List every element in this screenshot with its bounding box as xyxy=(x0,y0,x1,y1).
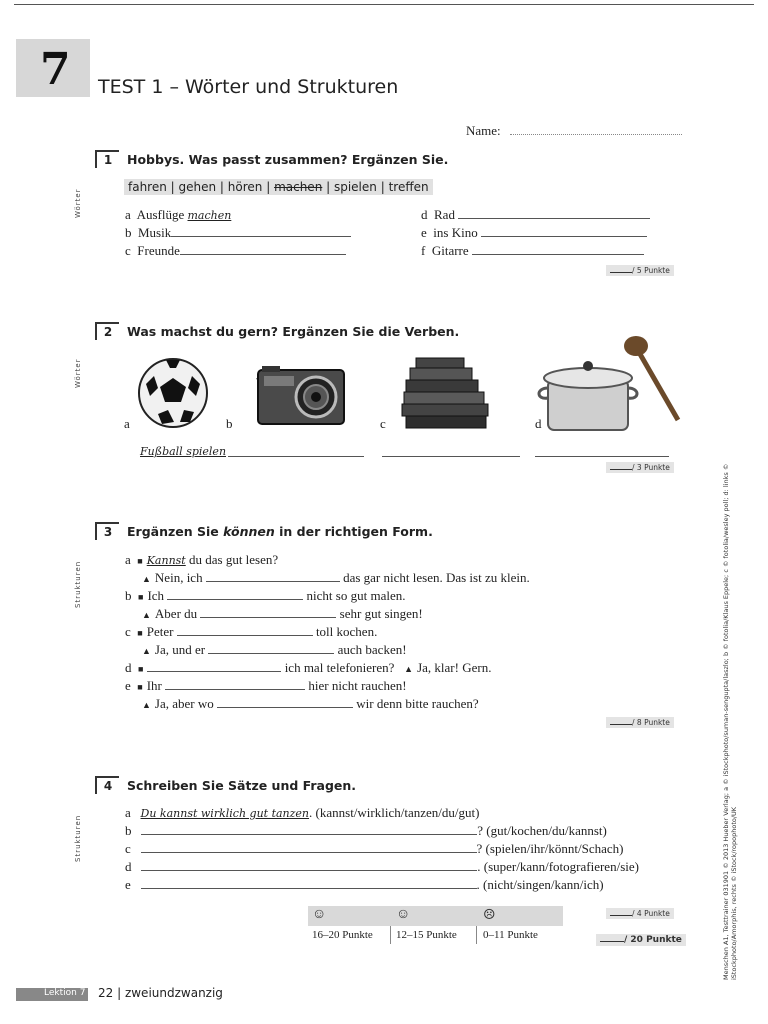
line-text: nicht so gut malen. xyxy=(306,588,406,603)
square-bullet-icon: ■ xyxy=(138,592,144,602)
answer-blank[interactable] xyxy=(472,244,644,255)
word-machen-used: machen xyxy=(274,180,323,194)
s4-item-d xyxy=(125,859,639,875)
smiley-happy-icon: ☺ xyxy=(312,907,327,922)
answer-blank-c[interactable] xyxy=(382,446,520,457)
answer-blank[interactable] xyxy=(206,571,340,582)
footer-lesson: Lektion 7 xyxy=(44,988,86,998)
s3-line-b1 xyxy=(125,588,405,604)
page-title: TEST 1 – Wörter und Strukturen xyxy=(98,76,399,98)
side-label-woerter-2: Wörter xyxy=(74,358,82,388)
points-label: / 8 Punkte xyxy=(632,718,670,727)
s3-line-c1 xyxy=(125,624,377,640)
section-4-number: 4 xyxy=(95,776,119,794)
side-label-strukturen-1: Strukturen xyxy=(74,560,82,608)
s3-line-e1 xyxy=(125,678,407,694)
word-separator: | xyxy=(376,180,389,194)
section-1-title: Hobbys. Was passt zusammen? Ergänzen Sie. xyxy=(127,152,449,167)
s3-line-d xyxy=(125,660,491,676)
title-part: Ergänzen Sie xyxy=(127,524,224,539)
item-hint: ? (gut/kochen/du/kannst) xyxy=(477,823,607,838)
football-image xyxy=(136,356,210,430)
score-range-good: 16–20 Punkte xyxy=(312,929,373,941)
answer-blank[interactable] xyxy=(141,878,477,889)
answer-blank[interactable] xyxy=(171,226,351,237)
score-range-medium: 12–15 Punkte xyxy=(396,929,457,941)
item-letter: e xyxy=(125,877,131,892)
word-separator: | xyxy=(322,180,334,194)
line-text: Ja, klar! Gern. xyxy=(417,660,492,675)
answer-blank[interactable] xyxy=(481,226,647,237)
name-field[interactable] xyxy=(510,134,682,135)
smiley-sad-icon: ☹ xyxy=(483,908,496,923)
section-2-number: 2 xyxy=(95,322,119,340)
answer-blank[interactable] xyxy=(200,607,336,618)
side-label-woerter-1: Wörter xyxy=(74,188,82,218)
item-text: Ausflüge xyxy=(136,207,185,222)
item-letter: b xyxy=(125,588,132,603)
line-text: das gar nicht lesen. Das ist zu klein. xyxy=(343,570,530,585)
triangle-bullet-icon: ▲ xyxy=(142,700,151,710)
example-answer: Du kannst wirklich gut tanzen xyxy=(140,807,310,820)
section-1-number: 1 xyxy=(95,150,119,168)
section-2-points xyxy=(606,462,674,473)
item-letter: c xyxy=(125,624,131,639)
camera-image xyxy=(256,364,346,426)
name-label: Name: xyxy=(466,123,501,138)
image-label-b: b xyxy=(226,416,233,431)
s3-line-c2 xyxy=(142,642,407,658)
answer-blank[interactable] xyxy=(180,244,346,255)
item-letter: d xyxy=(125,660,132,675)
example-answer-a: Fußball spielen xyxy=(140,445,227,458)
answer-blank[interactable] xyxy=(165,679,305,690)
points-label: / 3 Punkte xyxy=(632,463,670,472)
item-text: Musik xyxy=(138,225,172,240)
item-text: ins Kino xyxy=(433,225,478,240)
line-text: wir denn bitte rauchen? xyxy=(356,696,479,711)
item-letter: e xyxy=(421,225,427,240)
item-letter: a xyxy=(125,805,131,820)
line-text: Nein, ich xyxy=(154,570,203,585)
s3-line-e2 xyxy=(142,696,479,712)
s4-item-e xyxy=(125,877,604,893)
item-letter: f xyxy=(421,243,426,258)
line-text: ich mal telefonieren? xyxy=(284,660,395,675)
item-letter: d xyxy=(421,207,428,222)
s1-item-b xyxy=(125,225,351,241)
item-letter: e xyxy=(125,678,131,693)
answer-blank-b[interactable] xyxy=(228,446,364,457)
item-text: Rad xyxy=(434,207,455,222)
section-4-title: Schreiben Sie Sätze und Fragen. xyxy=(127,778,357,793)
item-hint: . (super/kann/fotografieren/sie) xyxy=(477,859,639,874)
s3-line-b2 xyxy=(142,606,423,622)
item-hint: . (nicht/singen/kann/ich) xyxy=(476,877,604,892)
s3-line-a2 xyxy=(142,570,530,586)
item-letter: b xyxy=(125,823,132,838)
s3-line-a1 xyxy=(125,552,278,568)
triangle-bullet-icon: ▲ xyxy=(142,610,151,620)
answer-blank[interactable] xyxy=(141,824,477,835)
title-part: in der richtigen Form. xyxy=(274,524,433,539)
s1-item-c xyxy=(125,243,346,259)
score-range-low: 0–11 Punkte xyxy=(483,929,538,941)
word-gehen: gehen xyxy=(178,180,217,194)
section-2-title: Was machst du gern? Ergänzen Sie die Verben. xyxy=(127,324,460,339)
item-letter: d xyxy=(125,859,132,874)
section-1-points xyxy=(606,265,674,276)
section-3-number: 3 xyxy=(95,522,119,540)
answer-blank[interactable] xyxy=(177,625,313,636)
s4-item-a xyxy=(125,805,479,821)
square-bullet-icon: ■ xyxy=(137,628,143,638)
answer-blank[interactable] xyxy=(147,661,281,672)
answer-blank[interactable] xyxy=(458,208,650,219)
word-separator: | xyxy=(166,180,179,194)
answer-blank[interactable] xyxy=(208,643,334,654)
line-text: Ja, und er xyxy=(154,642,206,657)
word-box xyxy=(124,179,433,195)
pot-and-spoon-image xyxy=(536,332,686,438)
word-treffen: treffen xyxy=(388,180,429,194)
s1-item-e xyxy=(421,225,647,241)
triangle-bullet-icon: ▲ xyxy=(142,646,151,656)
item-letter: a xyxy=(125,552,131,567)
score-table-header xyxy=(308,906,563,926)
line-text: du das gut lesen? xyxy=(185,552,279,567)
line-text: Ihr xyxy=(146,678,162,693)
section-3-points xyxy=(606,717,674,728)
s1-item-f xyxy=(421,243,644,259)
item-letter: a xyxy=(125,207,131,222)
points-label: / 4 Punkte xyxy=(632,909,670,918)
item-letter: b xyxy=(125,225,132,240)
answer-blank[interactable] xyxy=(167,589,303,600)
top-rule xyxy=(14,4,754,5)
line-text: sehr gut singen! xyxy=(339,606,423,621)
example-answer: machen xyxy=(187,209,232,222)
title-emphasis: können xyxy=(223,524,275,539)
answer-blank-d[interactable] xyxy=(535,446,669,457)
word-spielen: spielen xyxy=(333,180,377,194)
answer-blank[interactable] xyxy=(217,697,353,708)
item-hint: ? (spielen/ihr/könnt/Schach) xyxy=(476,841,624,856)
points-label: / 5 Punkte xyxy=(632,266,670,275)
item-hint: . (kannst/wirklich/tanzen/du/gut) xyxy=(309,805,480,820)
line-text: hier nicht rauchen! xyxy=(308,678,407,693)
line-text: Ja, aber wo xyxy=(154,696,214,711)
side-label-strukturen-2: Strukturen xyxy=(74,814,82,862)
square-bullet-icon: ■ xyxy=(137,682,143,692)
answer-blank[interactable] xyxy=(141,842,477,853)
square-bullet-icon: ■ xyxy=(138,664,144,674)
word-hoeren: hören xyxy=(227,180,263,194)
word-separator: | xyxy=(216,180,228,194)
lesson-number: 7 xyxy=(40,44,71,95)
section-3-title xyxy=(127,524,433,539)
square-bullet-icon: ■ xyxy=(137,556,143,566)
line-text: Ich xyxy=(147,588,165,603)
s1-item-d xyxy=(421,207,650,223)
s1-item-a xyxy=(125,207,231,223)
smiley-neutral-icon: ☺ xyxy=(396,907,411,922)
line-text: Peter xyxy=(146,624,174,639)
s4-item-b xyxy=(125,823,607,839)
line-text: toll kochen. xyxy=(315,624,378,639)
word-separator: | xyxy=(262,180,275,194)
item-text: Gitarre xyxy=(431,243,469,258)
image-label-d: d xyxy=(535,416,542,431)
example-answer: Kannst xyxy=(146,554,186,567)
line-text: auch backen! xyxy=(337,642,407,657)
s4-item-c xyxy=(125,841,623,857)
divider xyxy=(476,926,477,944)
item-letter: c xyxy=(125,243,131,258)
total-points-label: / 20 Punkte xyxy=(624,935,682,945)
image-label-c: c xyxy=(380,416,386,431)
divider xyxy=(390,926,391,944)
word-fahren: fahren xyxy=(128,180,167,194)
page-number: 22 | zweiundzwanzig xyxy=(98,986,223,1000)
books-image xyxy=(400,356,492,430)
image-label-a: a xyxy=(124,416,130,431)
triangle-bullet-icon: ▲ xyxy=(142,574,151,584)
copyright-notice: Menschen A1, Testtrainer 031901 © 2013 Hueber Verlag; a © iStockphoto/suman-sengupta/laszlo; b © fotolia/Klaus Eppele; c © fotolia/wesley poll; d: links © iStockphoto/Amorphis, rechts © iStock/ropophoto/UK xyxy=(722,463,738,980)
item-letter: c xyxy=(125,841,131,856)
triangle-bullet-icon: ▲ xyxy=(404,664,414,674)
line-text: Aber du xyxy=(154,606,198,621)
answer-blank[interactable] xyxy=(141,860,477,871)
item-text: Freunde xyxy=(137,243,180,258)
section-4-points xyxy=(606,908,674,919)
total-points xyxy=(596,934,686,946)
